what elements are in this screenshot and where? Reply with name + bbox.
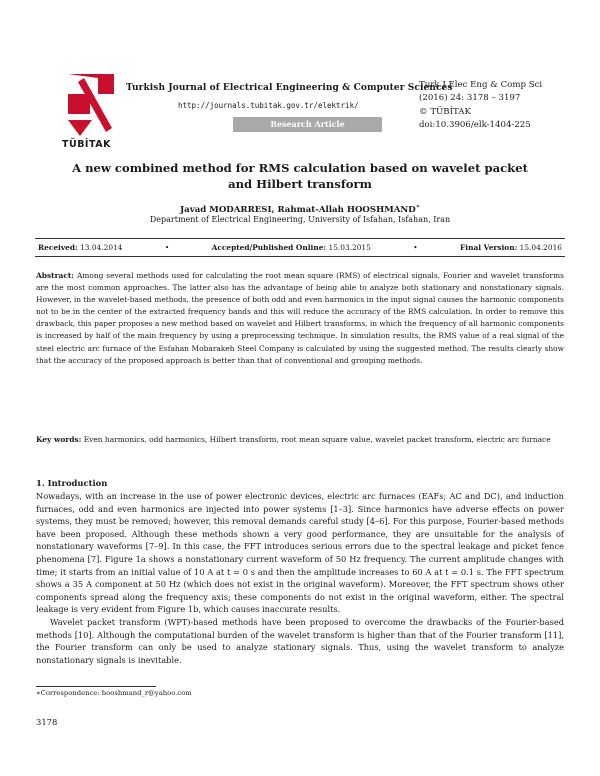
divider-top (35, 238, 565, 239)
bullet: • (413, 243, 418, 252)
citation-volume: (2016) 24: 3178 – 3197 (419, 93, 521, 104)
accepted-value: 15.03.2015 (328, 243, 371, 252)
citation-doi[interactable]: doi:10.3906/elk-1404-225 (419, 120, 531, 131)
bullet: • (164, 243, 170, 252)
footnote-rule (36, 686, 156, 687)
received-value: 13.04.2014 (80, 243, 123, 252)
journal-title: Turkish Journal of Electrical Engineering & Computer Sciences (126, 83, 453, 93)
corresponding-mark: ∗ (415, 203, 420, 210)
paragraph: Wavelet packet transform (WPT)-based methods have been proposed to overcome the drawbacks of the Fourier-based methods [10]. Although the computational burden of the wavelet transform is higher than that of the Fourier transform [11], the Fourier transform can only be used to analyze stationary signals. Thus, using the wavelet transform to analyze nonstationary signals is inevitable. (36, 616, 564, 665)
author-names: Javad MODARRESI, Rahmat-Allah HOOSHMAND (180, 204, 416, 215)
keywords-label: Key words: (36, 435, 82, 444)
article-type-badge: Research Article (233, 117, 382, 132)
keywords-text: Even harmonics, odd harmonics, Hilbert transform, root mean square value, wavelet packet transform, electric arc furnace (83, 435, 551, 444)
tubitak-logo (62, 70, 120, 150)
divider-bottom (35, 256, 565, 257)
citation-block (419, 79, 542, 133)
received-label: Received: (38, 243, 78, 252)
section-heading: 1. Introduction (36, 478, 108, 488)
keywords (36, 434, 564, 446)
page-number: 3178 (36, 717, 58, 727)
tubitak-emblem-icon (62, 70, 120, 150)
abstract-text: Among several methods used for calculating the root mean square (RMS) of electrical signals, Fourier and wavelet transforms are the most common approaches. The latter also has the advantage of being able to analyze both stationary and nonstationary signals. However, in the wavelet-based methods, the presence of both odd and even harmonics in the input signal causes the harmonic components not to be in the center of the extracted frequency bands and this will reduce the accuracy of the RMS calculation. In order to remove this drawback, this paper proposes a new method based on wavelet and Hilbert transforms, in which the frequency of all harmonic components is increased by half of the main frequency by using a preprocessing technique. In simulation results, the RMS value of a real signal of the steel electric arc furnace of the Esfahan Mobarakeh Steel Company is calculated by using the suggested method. The results clearly show that the accuracy of the proposed approach is better than that of conventional and grouping methods. (36, 271, 564, 365)
body-text (36, 490, 564, 666)
paragraph: Nowadays, with an increase in the use of power electronic devices, electric arc furnaces (EAFs; AC and DC), and induction furnaces, odd and even harmonics are injected into power systems [1–3]. Since harmonics have adverse effects on power systems, they must be removed; however, this removal demands careful study [4–6]. For this purpose, Fourier-based methods have been proposed. Although these methods shown a very good performance, they are unsuitable for the analysis of nonstationary waveforms [7–9]. In this case, the FFT introduces serious errors due to the spectral leakage and picket fence phenomena [7]. Figure 1a shows a nonstationary current waveform of 50 Hz frequency. The current amplitude changes with time; it starts from an initial value of 10 A at t = 0 s and then the amplitude increases to 60 A at t = 0.1 s. The FFT spectrum shows a 35 A component at 50 Hz (which does not exist in the original waveform). Moreover, the FFT spectrum shows other components spread along the frequency axis; these components do not exist in the original waveform, either. The spectral leakage is very evident from Figure 1b, which causes inaccurate results. (36, 491, 564, 615)
journal-url[interactable]: http://journals.tubitak.gov.tr/elektrik/ (178, 101, 359, 110)
accepted-date (212, 243, 371, 252)
footnote: ∗Correspondence: hooshmand_r@yahoo.com (36, 689, 192, 697)
abstract (36, 270, 564, 367)
final-date (460, 243, 562, 252)
paper-title: A new combined method for RMS calculation based on wavelet packet and Hilbert transform (72, 161, 528, 191)
final-label: Final Version: (460, 243, 518, 252)
received-date (38, 243, 122, 252)
logo-text: TÜBİTAK (62, 139, 111, 150)
final-value: 15.04.2016 (519, 243, 562, 252)
abstract-label: Abstract: (36, 271, 75, 280)
dates-row (38, 243, 562, 252)
citation-copyright: © TÜBİTAK (419, 106, 471, 117)
citation-journal: Turk J Elec Eng & Comp Sci (419, 80, 543, 90)
paper-authors (60, 203, 540, 215)
affiliation: Department of Electrical Engineering, University of Isfahan, Isfahan, Iran (149, 215, 451, 224)
accepted-label: Accepted/Published Online: (211, 243, 327, 252)
